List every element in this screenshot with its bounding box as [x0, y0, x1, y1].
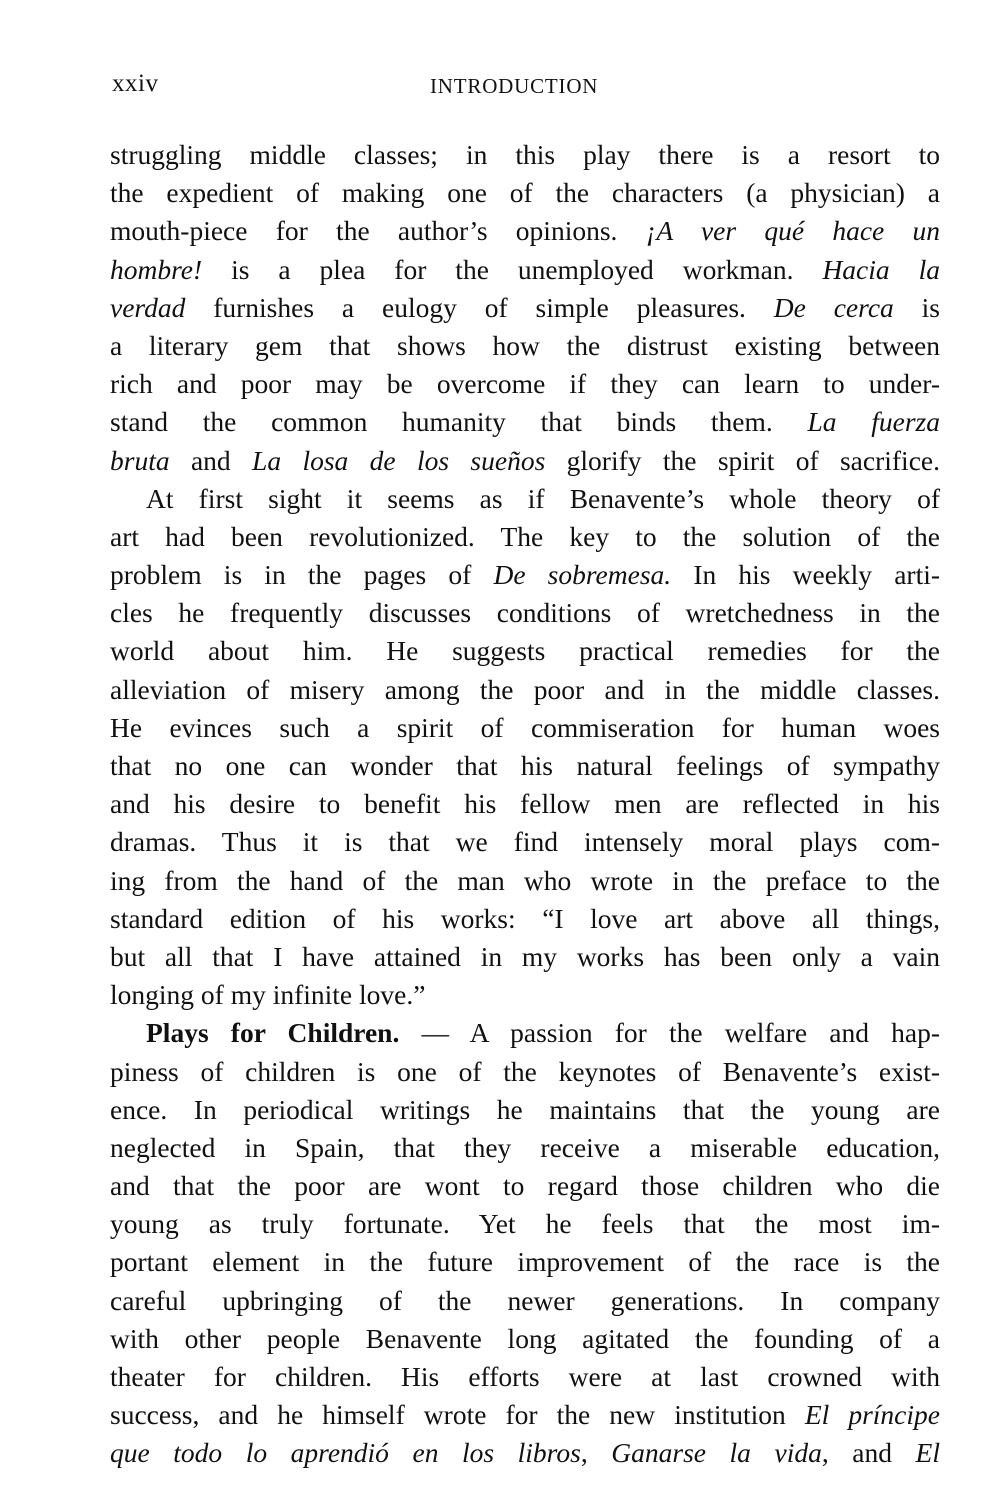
text-line	[110, 1320, 940, 1358]
text-line	[110, 442, 940, 480]
text-segment: alleviation of misery among the poor and in the middle classes.	[110, 673, 940, 705]
text-line	[110, 1205, 940, 1243]
italic-title: bruta	[110, 444, 170, 476]
text-segment: In his weekly arti-	[671, 559, 941, 591]
running-head: INTRODUCTION	[430, 74, 599, 98]
text-segment: mouth-piece for the author’s opinions.	[110, 215, 646, 247]
text-segment: with other people Benavente long agitated the founding of a	[110, 1322, 940, 1354]
text-segment: success, and he himself wrote for the new institution	[110, 1399, 805, 1431]
text-segment: but all that I have attained in my works has been only a vain	[110, 940, 940, 972]
text-segment: rich and poor may be overcome if they can learn to under-	[110, 368, 940, 400]
text-segment: young as truly fortunate. Yet he feels that the most im-	[110, 1208, 940, 1240]
text-line	[110, 1167, 940, 1205]
text-line	[110, 136, 940, 174]
text-line	[110, 671, 940, 709]
text-segment: cles he frequently discusses conditions of wretchedness in the	[110, 597, 940, 629]
text-line	[110, 1396, 940, 1434]
text-segment: is	[893, 291, 940, 323]
italic-title: De cerca	[773, 291, 894, 323]
text-segment: art had been revolutionized. The key to the solution of the	[110, 520, 940, 552]
text-line	[110, 1434, 940, 1472]
page-header	[112, 70, 938, 110]
text-segment: At first sight it seems as if Benavente’s whole theory of	[146, 482, 940, 514]
body-text	[110, 136, 940, 1473]
italic-title: La losa de los sueños	[252, 444, 546, 476]
italic-title: hombre!	[110, 253, 203, 285]
text-line	[110, 174, 940, 212]
text-segment: theater for children. His efforts were at last crowned with	[110, 1361, 940, 1392]
text-line	[110, 1282, 940, 1320]
text-line	[110, 327, 940, 365]
text-line	[110, 1091, 940, 1129]
italic-title: Ganarse la vida	[611, 1437, 822, 1469]
italic-title: verdad	[110, 291, 186, 323]
text-line	[110, 747, 940, 785]
text-segment: ence. In periodical writings he maintains that the young are	[110, 1093, 940, 1125]
text-line	[110, 976, 940, 1014]
italic-title: De sobremesa.	[493, 559, 672, 591]
text-segment: ing from the hand of the man who wrote in the preface to the	[110, 864, 940, 896]
text-segment: He evinces such a spirit of commiseration for human woes	[110, 711, 940, 743]
text-line	[110, 1358, 940, 1396]
text-segment: struggling middle classes; in this play there is a resort to	[110, 139, 940, 170]
text-segment: ,	[580, 1437, 612, 1469]
text-segment: , and	[821, 1437, 916, 1469]
text-line	[110, 823, 940, 861]
text-line	[110, 1014, 940, 1052]
text-line	[110, 251, 940, 289]
text-segment: glorify the spirit of sacrifice.	[545, 444, 940, 476]
text-line	[110, 403, 940, 441]
text-segment: that no one can wonder that his natural feelings of sympathy	[110, 750, 940, 781]
text-line	[110, 518, 940, 556]
text-segment: careful upbringing of the newer generations. In company	[110, 1284, 940, 1316]
text-line	[110, 709, 940, 747]
italic-title: La fuerza	[807, 406, 940, 438]
text-line	[110, 632, 940, 670]
italic-title: El	[915, 1437, 940, 1469]
italic-title: El príncipe	[804, 1399, 940, 1431]
section-heading: Plays for Children.	[146, 1017, 400, 1049]
text-line	[110, 1243, 940, 1281]
text-segment: neglected in Spain, that they receive a miserable education,	[110, 1131, 940, 1163]
italic-title: ¡A ver qué hace un	[645, 215, 940, 247]
page-number: xxiv	[112, 70, 159, 97]
text-segment: furnishes a eulogy of simple pleasures.	[185, 291, 774, 323]
text-line	[110, 594, 940, 632]
italic-title: Hacia la	[822, 253, 940, 285]
text-line	[110, 785, 940, 823]
text-line	[110, 289, 940, 327]
italic-title: que todo lo aprendió en los libros	[110, 1437, 581, 1469]
text-segment: world about him. He suggests practical remedies for the	[110, 635, 940, 667]
text-line	[110, 900, 940, 938]
text-segment: the expedient of making one of the characters (a physician) a	[110, 177, 940, 209]
text-segment: stand the common humanity that binds them.	[110, 406, 808, 438]
text-segment: and his desire to benefit his fellow men are reflected in his	[110, 788, 940, 820]
text-segment: piness of children is one of the keynotes of Benavente’s exist-	[110, 1055, 940, 1087]
text-line	[110, 862, 940, 900]
text-line	[110, 1129, 940, 1167]
text-line	[110, 1053, 940, 1091]
text-segment: a literary gem that shows how the distrust existing between	[110, 329, 940, 361]
text-segment: portant element in the future improvement of the race is the	[110, 1246, 940, 1278]
text-line	[110, 212, 940, 250]
text-segment: and	[169, 444, 253, 476]
text-line	[110, 365, 940, 403]
text-line	[110, 938, 940, 976]
text-segment: standard edition of his works: “I love art above all things,	[110, 902, 940, 934]
text-segment: — A passion for the welfare and hap-	[399, 1017, 940, 1049]
text-segment: problem is in the pages of	[110, 559, 494, 591]
text-segment: dramas. Thus it is that we find intensely moral plays com-	[110, 826, 940, 858]
text-segment: and that the poor are wont to regard those children who die	[110, 1170, 940, 1202]
text-line	[110, 480, 940, 518]
text-segment: longing of my infinite love.”	[110, 979, 426, 1011]
text-line	[110, 556, 940, 594]
text-segment: is a plea for the unemployed workman.	[202, 253, 823, 285]
